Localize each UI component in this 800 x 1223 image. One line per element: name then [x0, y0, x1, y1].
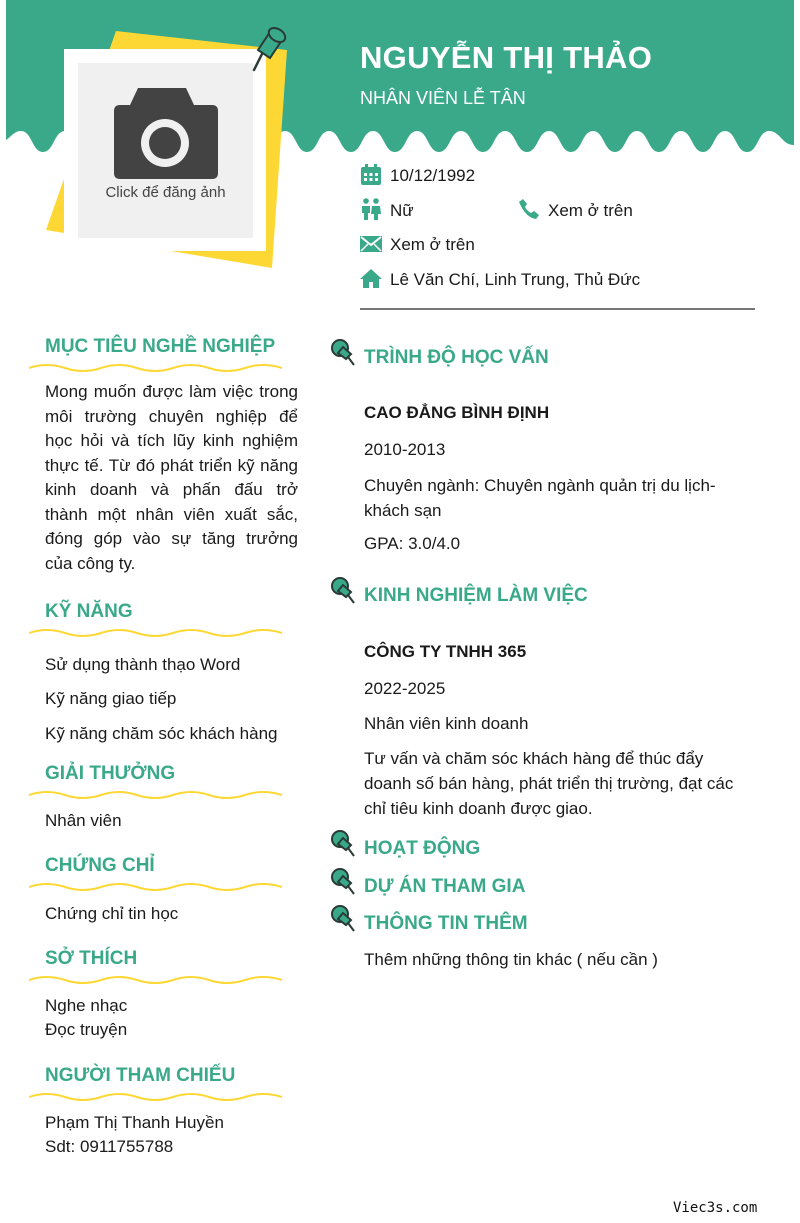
- skills-heading: KỸ NĂNG: [45, 601, 133, 622]
- experience-heading: KINH NGHIỆM LÀM VIỆC: [364, 585, 588, 606]
- experience-position: Nhân viên kinh doanh: [364, 714, 529, 733]
- job-title: NHÂN VIÊN LỄ TÂN: [360, 88, 526, 108]
- pushpin-icon: [248, 24, 292, 74]
- pushpin-icon: [329, 829, 355, 857]
- hobby-item: Đọc truyện: [45, 1020, 128, 1039]
- education-gpa: GPA: 3.0/4.0: [364, 534, 461, 553]
- pushpin-icon: [329, 576, 355, 604]
- pushpin-icon: [329, 338, 355, 366]
- photo-upload-label: Click để đăng ảnh: [105, 184, 226, 201]
- extra-info-text: Thêm những thông tin khác ( nếu cần ): [364, 950, 658, 969]
- photo-upload-area[interactable]: [78, 63, 253, 238]
- wave-divider: [29, 1091, 282, 1103]
- skill-item: Sử dụng thành thạo Word: [45, 655, 241, 674]
- camera-icon: [78, 63, 253, 238]
- objective-heading: MỤC TIÊU NGHỀ NGHIỆP: [45, 336, 276, 357]
- activities-heading: HOẠT ĐỘNG: [364, 838, 481, 859]
- hobbies-heading: SỞ THÍCH: [45, 948, 138, 969]
- phone-value: Xem ở trên: [548, 201, 633, 220]
- company-name: CÔNG TY TNHH 365: [364, 642, 527, 661]
- reference-phone: Sdt: 0911755788: [45, 1137, 174, 1156]
- pushpin-icon: [329, 867, 355, 895]
- candidate-name: NGUYỄN THỊ THẢO: [360, 40, 653, 75]
- experience-description: Tư vấn và chăm sóc khách hàng để thúc đẩy doanh số bán hàng, phát triển thị trường, đạt các chỉ tiêu kinh doanh được giao.: [364, 749, 734, 818]
- extra-info-heading: THÔNG TIN THÊM: [364, 913, 528, 934]
- phone-icon: [518, 198, 540, 220]
- awards-heading: GIẢI THƯỞNG: [45, 763, 176, 784]
- education-heading: TRÌNH ĐỘ HỌC VẤN: [364, 347, 549, 368]
- footer-brand: Viec3s.com: [673, 1200, 758, 1216]
- home-icon: [360, 268, 382, 290]
- certificates-heading: CHỨNG CHỈ: [45, 855, 155, 876]
- wave-divider: [29, 881, 282, 893]
- school-name: CAO ĐẲNG BÌNH ĐỊNH: [364, 403, 550, 422]
- objective-text: Mong muốn được làm việc trong môi trường chuyên nghiệp để học hỏi và tích lũy kinh nghiệm thực tế. Từ đó phát triển kỹ năng kinh doanh và phấn đấu trở thành một nhân viên xuất sắc, đóng góp vào sự tăng trưởng của công ty.: [45, 382, 298, 573]
- calendar-icon: [360, 164, 382, 186]
- references-heading: NGƯỜI THAM CHIẾU: [45, 1065, 236, 1086]
- address-value: Lê Văn Chí, Linh Trung, Thủ Đức: [390, 270, 641, 289]
- gender-icon: [360, 198, 382, 220]
- wave-divider: [29, 627, 282, 639]
- education-period: 2010-2013: [364, 440, 446, 459]
- projects-heading: DỰ ÁN THAM GIA: [364, 876, 526, 897]
- wave-divider: [29, 974, 282, 986]
- birthday-value: 10/12/1992: [390, 166, 476, 185]
- email-icon: [360, 233, 382, 255]
- wave-divider: [29, 789, 282, 801]
- wave-divider: [29, 362, 282, 374]
- gender-value: Nữ: [390, 201, 414, 220]
- certificate-item: Chứng chỉ tin học: [45, 904, 179, 923]
- education-major: Chuyên ngành: Chuyên ngành quản trị du lịch-khách sạn: [364, 476, 716, 520]
- header-divider: [360, 308, 755, 310]
- reference-name: Phạm Thị Thanh Huyền: [45, 1113, 224, 1132]
- pushpin-icon: [329, 904, 355, 932]
- experience-period: 2022-2025: [364, 679, 446, 698]
- award-item: Nhân viên: [45, 811, 122, 830]
- skill-item: Kỹ năng giao tiếp: [45, 689, 177, 708]
- email-value: Xem ở trên: [390, 235, 475, 254]
- hobby-item: Nghe nhạc: [45, 996, 128, 1015]
- skill-item: Kỹ năng chăm sóc khách hàng: [45, 724, 278, 743]
